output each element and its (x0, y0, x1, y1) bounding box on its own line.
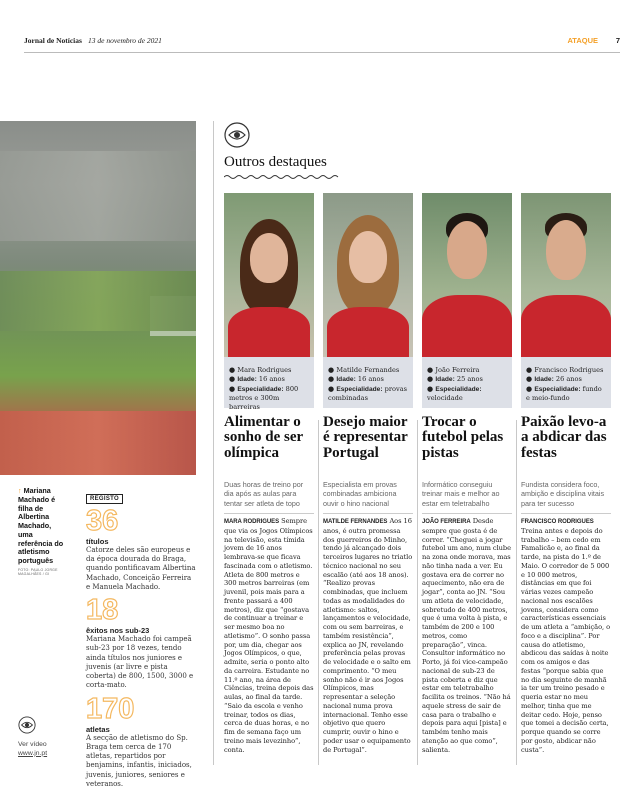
divider (422, 513, 512, 514)
specialty-label: Especialidade: (435, 385, 482, 393)
issue-date: 13 de novembro de 2021 (88, 36, 162, 45)
photo-credit: FOTO: PAULO JORGE MAGALHÃES / GI (18, 568, 58, 577)
video-link-label: Ver vídeo (18, 741, 47, 748)
article-headline: Trocar o futebol pelas pistas (422, 414, 504, 461)
arrow-up-icon: ↑ (18, 486, 22, 495)
article-text: Desde sempre que gosta é de correr. “Cheguei a jogar futebol um ano, num clube na zona onde morava, mas não tinha nada a ver. Eu gostava era de correr no aquecimento, não era de jogar”, conta ao JN. “Sou um atleta de velocidade, sobretudo de 400 metros, que é uma volta à pista, e também de 200 e 100 metros, como preparação”, vinca. Consultor informático no Porto, já foi vice-campeão nacional de sub-23 de pista coberta e diz que estar em teletrabalho facilita os treinos. “Não há aquele stress de sair de casa para o trabalho e depois para aqui [pista] e também tenho mais atenção ao que como”, salienta. (422, 517, 511, 754)
athlete-name: Francisco Rodrigues (534, 366, 604, 374)
article-body (521, 517, 611, 754)
specialty-label: Especialidade: (237, 385, 284, 393)
caption-text: Mariana Machado é filha de Albertina Machado, uma referência do atletismo português (18, 486, 64, 566)
athlete-photo (323, 193, 413, 357)
photo-caption (18, 487, 66, 577)
athlete-photo (422, 193, 512, 357)
page-header (24, 36, 620, 50)
section-title: Outros destaques (224, 154, 327, 170)
divider (323, 513, 413, 514)
athlete-card (422, 193, 512, 754)
age-label: Idade: (435, 376, 455, 384)
stat-number: 170 (86, 692, 135, 725)
athlete-specialty: provas combinadas (328, 384, 408, 403)
athlete-info: ● João Ferreira ● Idade: 25 anos ● Especialidade: velocidade (422, 357, 512, 408)
eye-icon[interactable] (18, 716, 36, 734)
athlete-name: Matilde Fernandes (336, 366, 400, 374)
header-divider (24, 52, 620, 53)
article-body (323, 517, 413, 754)
athlete-info: ● Matilde Fernandes ● Idade: 16 anos ● Especialidade: provas combinadas (323, 357, 413, 408)
stat-description: Mariana Machado foi campeã sub-23 por 18 vezes, tendo ainda títulos nos juniores e juvenis (ar livre e pista coberta) de 800, 1500, 3000 e corta-mato. (86, 635, 194, 690)
athlete-photo (521, 193, 611, 357)
column-divider (318, 420, 319, 765)
article-headline: Alimentar o sonho de ser olímpica (224, 414, 303, 461)
article-teaser: Fundista considera foco, ambição e disciplina vitais para ter sucesso (521, 480, 605, 508)
specialty-label: Especialidade: (534, 385, 581, 393)
athlete-name: João Ferreira (435, 366, 480, 374)
stadium-photo (0, 121, 196, 475)
wavy-underline (224, 174, 340, 180)
stat-description: A secção de atletismo do Sp. Braga tem cerca de 170 atletas, repartidos por benjamins, infantis, iniciados, juvenis, juniores, seniores e veteranos. (86, 733, 192, 788)
athlete-name: Mara Rodrigues (237, 366, 292, 374)
article-text: Treina antes e depois do trabalho – bem cedo em Famalicão e, ao final da tarde, na pista do 1.º de Maio. O corredor de 5 000 e 10 000 metros, distâncias em que foi várias vezes campeão nacional nos escalões jovens, considera como características essenciais de um atleta a “ambição, o foco e a disciplina”. Por causa do atletismo, abdicou das saídas à noite com os amigos e das festas “porque sabia que no dia seguinte de manhã ia ter um treino pesado e queria estar no meu melhor, tinha que me deitar cedo. Hoje, penso que tomei a decisão certa, porque quando se corre por gosto, abdicar não custa”. (521, 526, 611, 754)
athlete-age: 16 anos (258, 375, 285, 384)
article-lead: FRANCISCO RODRIGUES (521, 519, 594, 525)
athlete-age: 26 anos (555, 375, 582, 384)
athlete-photo (224, 193, 314, 357)
age-label: Idade: (336, 376, 356, 384)
stat-title: atletas (86, 724, 110, 734)
age-label: Idade: (237, 376, 257, 384)
publication-name: Jornal de Notícias (24, 36, 82, 45)
column-divider (213, 121, 214, 765)
athlete-specialty: velocidade (427, 394, 463, 403)
athlete-age: 25 anos (456, 375, 483, 384)
stat-number: 36 (86, 505, 119, 537)
section-name: ATAQUE (567, 36, 598, 45)
column-divider (417, 420, 418, 765)
registo-box (86, 485, 196, 789)
athlete-age: 16 anos (357, 375, 384, 384)
video-link[interactable] (18, 741, 47, 759)
article-teaser: Informático conseguiu treinar mais e melhor ao estar em teletrabalho (422, 480, 500, 508)
stat-title: títulos (86, 537, 109, 546)
divider (224, 513, 314, 514)
athlete-card (224, 193, 314, 754)
specialty-label: Especialidade: (336, 385, 383, 393)
article-teaser: Especialista em provas combinadas ambiciona ouvir o hino nacional (323, 480, 397, 508)
eye-icon (224, 122, 250, 148)
article-lead: JOÃO FERREIRA (422, 519, 471, 525)
age-label: Idade: (534, 376, 554, 384)
article-text: Sempre que via os Jogos Olímpicos na televisão, esta tímida jovem de 16 anos lembrava-se que ficava fascinada com o atletismo. Atleta de 800 metros e 300 metros barreiras (em juvenil, pois mais para a frente passará a 400 metros), diz que “gostava de continuar a treinar e ser mesmo boa no atletismo”. O sonho passa por, um dia, chegar aos Jogos Olímpicos, o que, admite, seria o ponto alto da carreira. Estudante no 11.º ano, na área de Ciências, treina depois das aulas, ao final da tarde. “Saio da escola e venho treinar, todos os dias, cerca de duas horas, e no fim de semana faço um treino mais levezinho”, conta. (224, 517, 314, 754)
athlete-specialty: fundo e meio-fundo (526, 384, 602, 403)
article-body (224, 517, 314, 754)
article-headline: Desejo maior é representar Portugal (323, 414, 408, 461)
divider (521, 513, 611, 514)
stat-title: êxitos nos sub-23 (86, 626, 150, 636)
article-text: Aos 16 anos, é outra promessa dos guerreiros do Minho, tendo já alcançado dois terceiros lugares no triatlo técnico nacional no seu escalão (até aos 18 anos). “Realizo provas combinadas, que incluem todas as modalidades do atletismo: saltos, lançamentos e velocidade, com ou sem barreiras, e também resistência”, explica ao JN, revelando preferência pelas provas de velocidade e o salto em comprimento. “O meu sonho não é ir aos Jogos Olímpicos, mas representar a seleção nacional numa prova internacional. Tenho esse objetivo que quero cumprir, ouvir o hino e poder usar o equipamento de Portugal”. (323, 517, 413, 754)
article-lead: MARA RODRIGUES (224, 519, 280, 525)
athlete-info: ● Francisco Rodrigues ● Idade: 26 anos ● Especialidade: fundo e meio-fundo (521, 357, 611, 408)
registo-tag: REGISTO (86, 494, 123, 504)
article-headline: Paixão levo-a a abdicar das festas (521, 414, 607, 461)
article-teaser: Duas horas de treino por dia após as aulas para tentar ser atleta de topo (224, 480, 304, 508)
column-divider (516, 420, 517, 765)
article-lead: MATILDE FERNANDES (323, 519, 388, 525)
stat-description: Catorze deles são europeus e da época dourada do Braga, quando pontificavam Albertina Machado, Conceição Ferreira e Manuela Machado. (86, 546, 196, 591)
athlete-info: ● Mara Rodrigues ● Idade: 16 anos ● Especialidade: 800 metros e 300m barreiras (224, 357, 314, 408)
video-link-url[interactable]: www.jn.pt (18, 749, 48, 757)
article-body (422, 517, 512, 754)
athlete-card (521, 193, 611, 754)
page-number: 7 (615, 36, 620, 45)
athlete-specialty: 800 metros e 300m barreiras (229, 384, 299, 411)
stat-number: 18 (86, 594, 119, 627)
athlete-card (323, 193, 413, 754)
